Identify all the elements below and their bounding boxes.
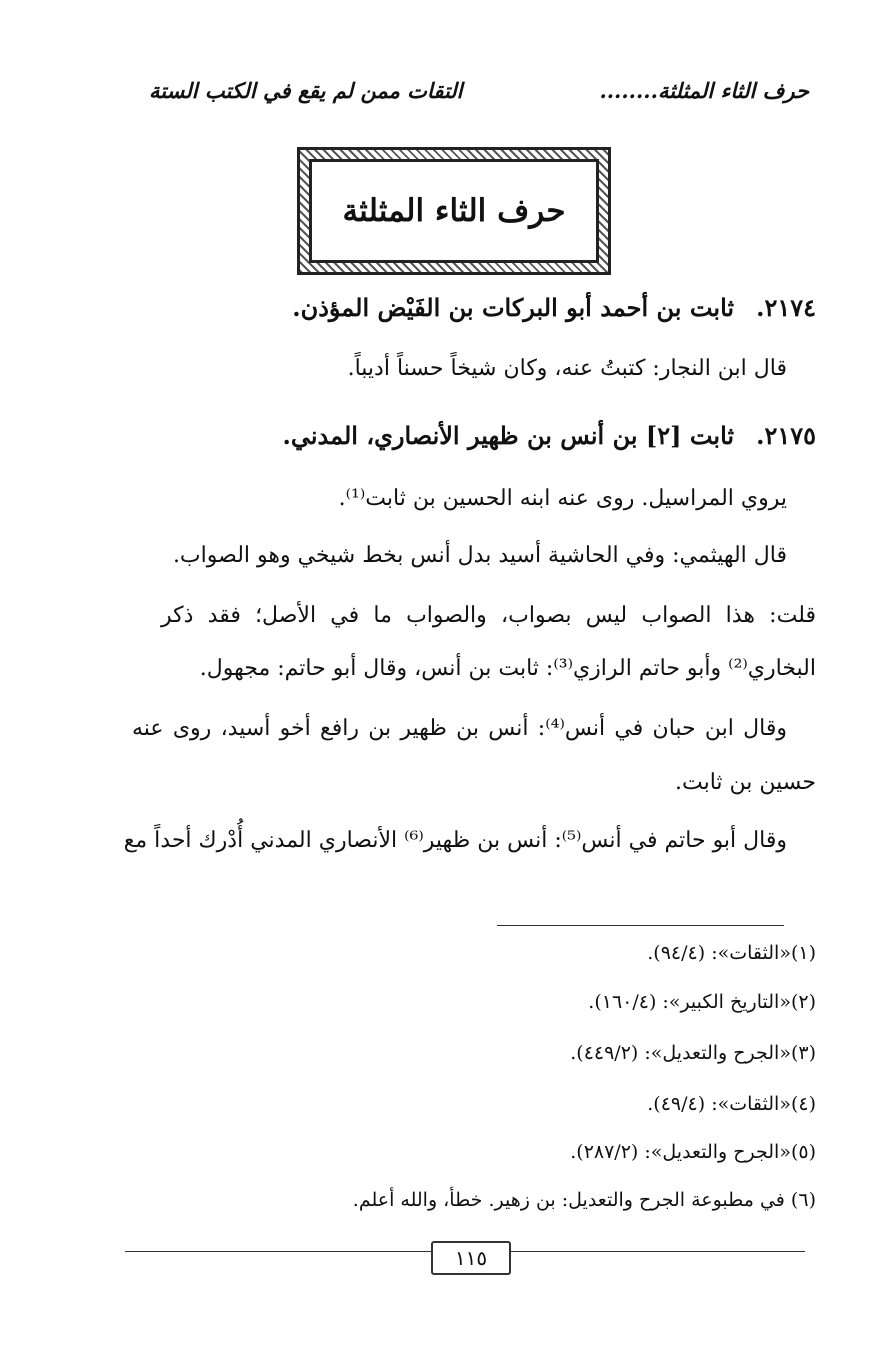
running-header — [149, 78, 809, 103]
chapter-title: حرف الثاء المثلثة — [342, 193, 566, 229]
body-line: وقال ابن حبان في أنس⁽⁴⁾: أنس بن ظهير بن رافع أخو أسيد، روى عنه — [132, 716, 788, 741]
footnote: (٦) في مطبوعة الجرح والتعديل: بن زهير. خطأ، والله أعلم. — [352, 1189, 816, 1211]
entry-number: ٢١٧٥. — [756, 421, 816, 450]
footnote: (١)«الثقات»: (٩٤/٤). — [647, 942, 816, 964]
entry-heading — [282, 421, 816, 450]
entry-title: ثابت [٢] بن أنس بن ظهير الأنصاري، المدني. — [282, 421, 735, 450]
footer-rule-left — [125, 1251, 431, 1252]
footnote: (٣)«الجرح والتعديل»: (٤٤٩/٢). — [570, 1042, 816, 1064]
footnote: (٢)«التاريخ الكبير»: (١٦٠/٤). — [588, 991, 816, 1013]
body-line: قال ابن النجار: كتبتُ عنه، وكان شيخاً حسناً أديباً. — [347, 356, 787, 381]
body-line: قلت: هذا الصواب ليس بصواب، والصواب ما في الأصل؛ فقد ذكر — [161, 603, 816, 628]
footnote: (٤)«الثقات»: (٤٩/٤). — [647, 1093, 816, 1115]
entry-number: ٢١٧٤. — [756, 293, 816, 322]
body-line: يروي المراسيل. روى عنه ابنه الحسين بن ثابت⁽¹⁾. — [338, 486, 787, 511]
footer-rule-right — [511, 1251, 805, 1252]
entry-heading — [292, 293, 816, 322]
body-line: حسين بن ثابت. — [674, 770, 816, 795]
entry-title: ثابت بن أحمد أبو البركات بن الفَيْض المؤذن. — [292, 293, 735, 322]
footnote: (٥)«الجرح والتعديل»: (٢٨٧/٢). — [570, 1141, 816, 1163]
body-line: وقال أبو حاتم في أنس⁽⁵⁾: أنس بن ظهير⁽⁶⁾ الأنصاري المدني أُدْرك أحداً مع — [123, 828, 787, 853]
footnote-separator — [497, 925, 784, 926]
body-line: قال الهيثمي: وفي الحاشية أسيد بدل أنس بخط شيخي وهو الصواب. — [172, 543, 787, 568]
chapter-title-frame — [297, 147, 611, 275]
chapter-title-inner — [309, 159, 599, 263]
page-number: ١١٥ — [431, 1241, 511, 1275]
body-line: البخاري⁽²⁾ وأبو حاتم الرازي⁽³⁾: ثابت بن أنس، وقال أبو حاتم: مجهول. — [199, 656, 816, 681]
header-book-title: التقات ممن لم يقع في الكتب الستة — [149, 78, 463, 103]
header-chapter-title: حرف الثاء المثلثة........ — [599, 78, 809, 103]
